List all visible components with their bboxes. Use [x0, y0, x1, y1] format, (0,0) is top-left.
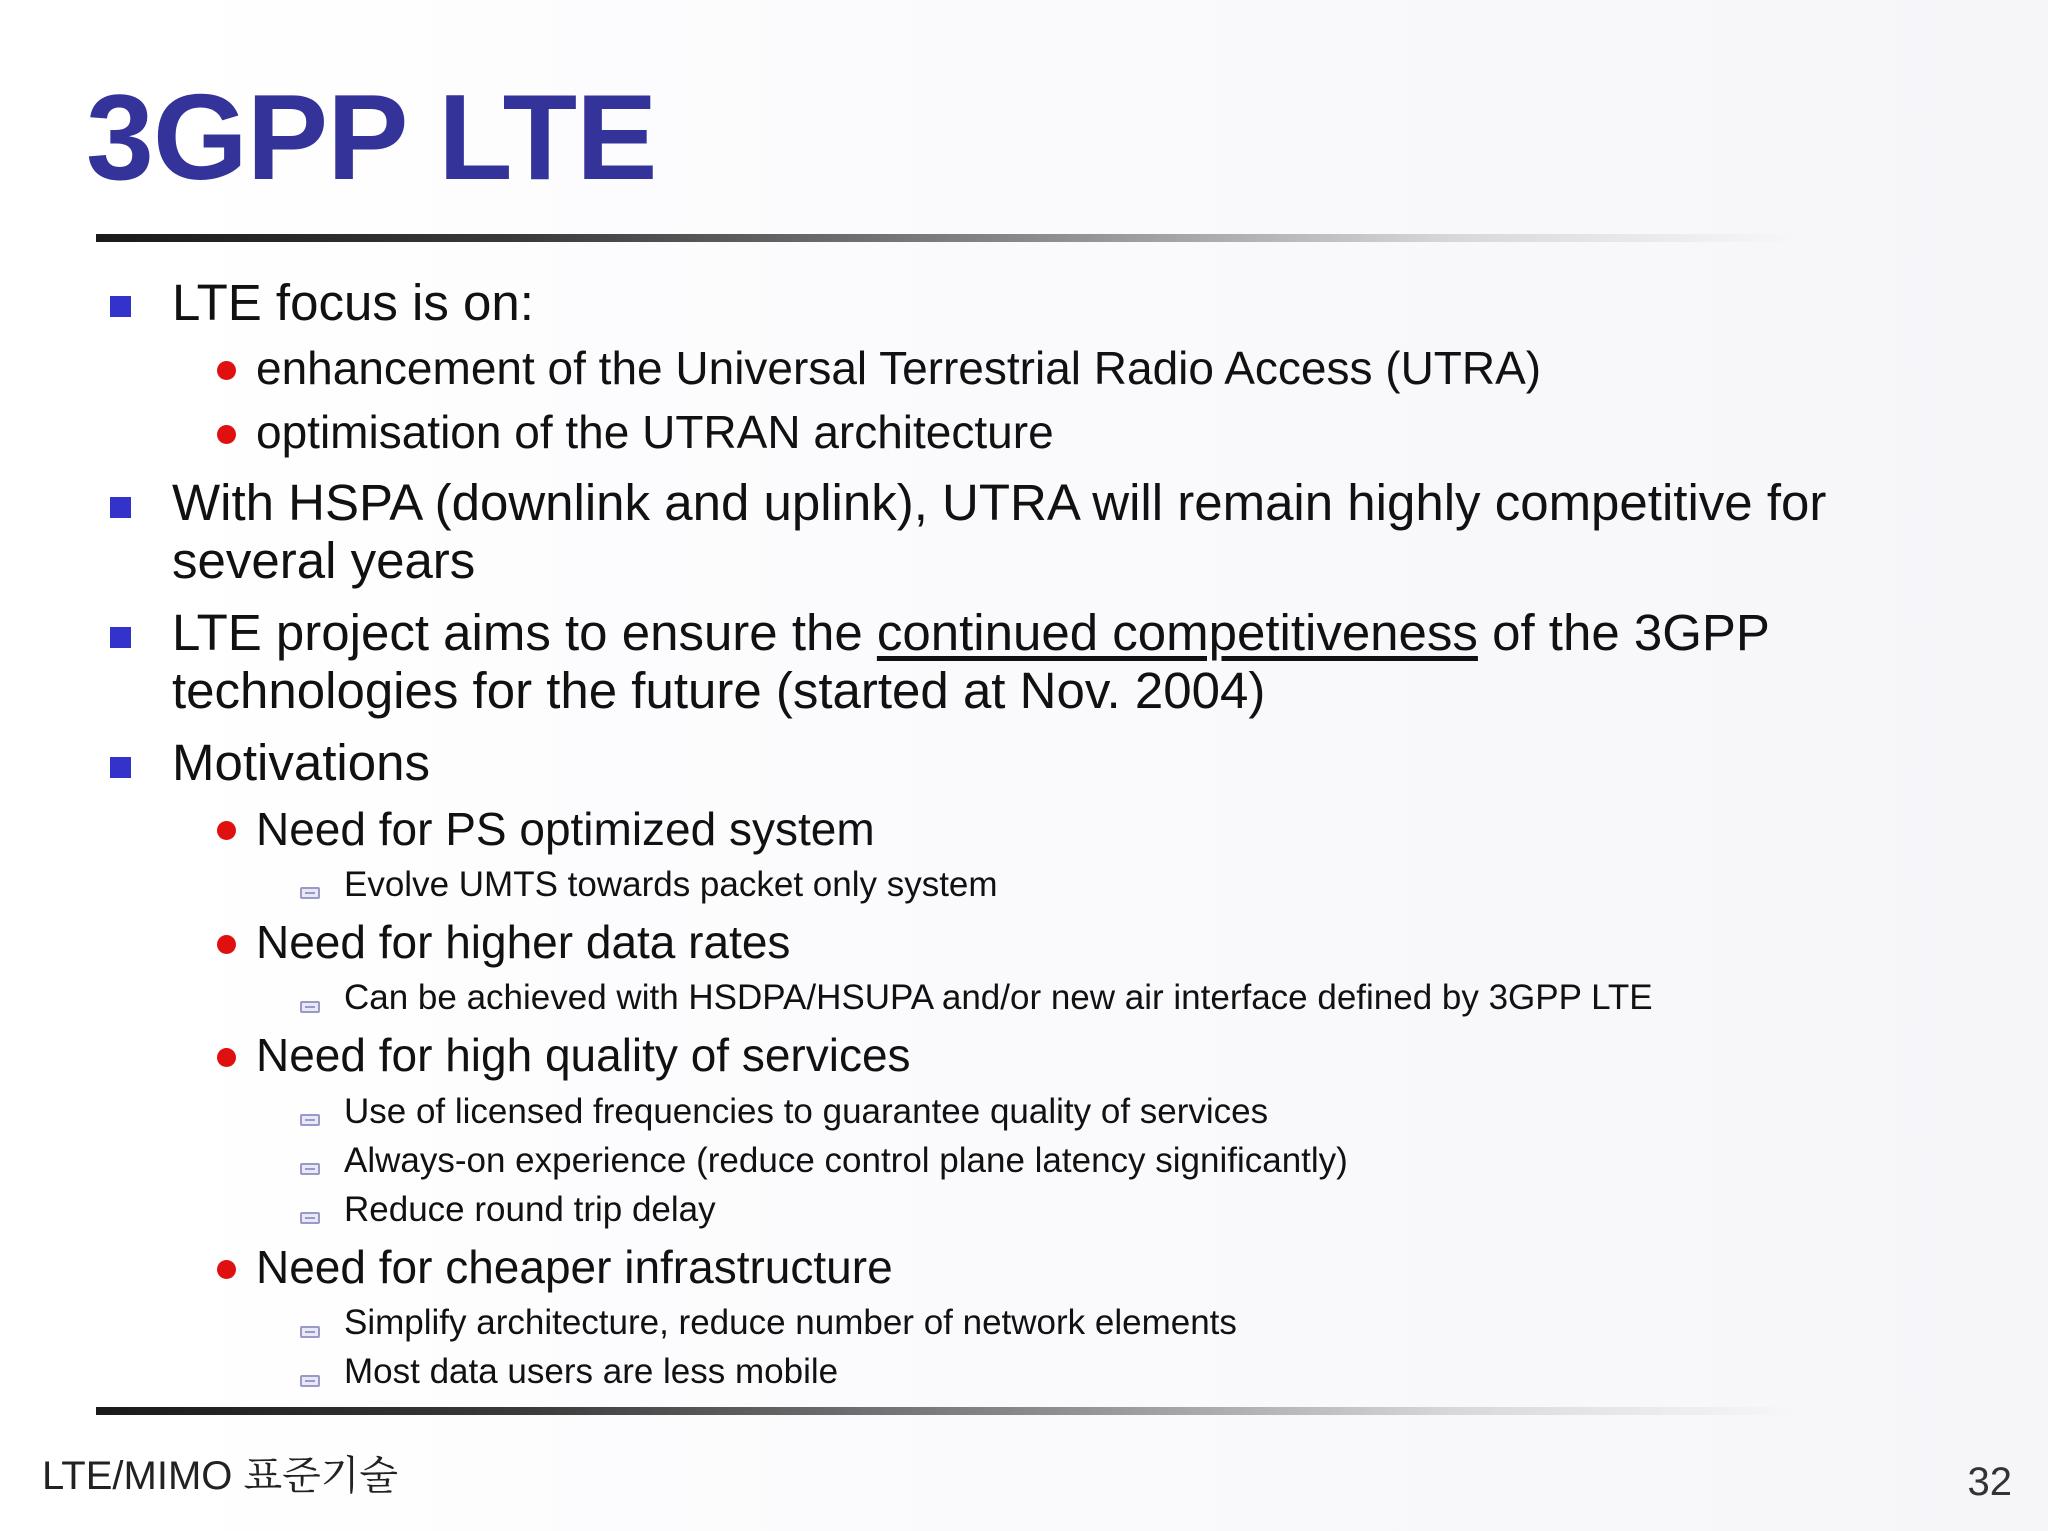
round-bullet-icon [217, 1260, 236, 1279]
detail-hsdpa-hsupa: Can be achieved with HSDPA/HSUPA and/or new air interface defined by 3GPP LTE [344, 978, 1653, 1017]
keyboard-bullet-icon [300, 1114, 320, 1126]
detail-licensed-frequencies: Use of licensed frequencies to guarantee quality of services [344, 1092, 1269, 1131]
bullet-lte-focus: LTE focus is on: [172, 274, 534, 331]
detail-always-on: Always-on experience (reduce control plane latency significantly) [344, 1141, 1348, 1180]
round-bullet-icon [217, 821, 236, 840]
sub-bullet-ps-optimized: Need for PS optimized system [256, 803, 875, 855]
detail-simplify-architecture: Simplify architecture, reduce number of network elements [344, 1303, 1237, 1342]
sub-bullet-utran: optimisation of the UTRAN architecture [256, 406, 1054, 458]
round-bullet-icon [217, 425, 236, 444]
square-bullet-icon [110, 757, 131, 778]
keyboard-bullet-icon [300, 1375, 320, 1387]
round-bullet-icon [217, 935, 236, 954]
square-bullet-icon [110, 296, 131, 317]
bullet-lte-project-line2: technologies for the future (started at Nov. 2004) [172, 662, 1266, 719]
footer-divider [96, 1407, 1796, 1415]
bullet-lte-project-suffix: of the 3GPP [1477, 604, 1770, 661]
bullet-motivations: Motivations [172, 734, 430, 791]
bullet-lte-project-line1 [172, 604, 1992, 662]
detail-round-trip: Reduce round trip delay [344, 1190, 716, 1229]
continued-competitiveness-text: continued competitiveness [876, 604, 1478, 661]
detail-less-mobile: Most data users are less mobile [344, 1352, 839, 1391]
keyboard-bullet-icon [300, 1212, 320, 1224]
bullet-hspa-line2: several years [172, 532, 476, 589]
title-divider [96, 234, 1796, 242]
keyboard-bullet-icon [300, 1163, 320, 1175]
square-bullet-icon [110, 627, 131, 648]
sub-bullet-higher-data-rates: Need for higher data rates [256, 916, 791, 968]
keyboard-bullet-icon [300, 1001, 320, 1013]
bullet-hspa-line1: With HSPA (downlink and uplink), UTRA will remain highly competitive for [172, 474, 1827, 531]
slide-title: 3GPP LTE [86, 69, 657, 205]
round-bullet-icon [217, 1048, 236, 1067]
sub-bullet-quality-of-services: Need for high quality of services [256, 1029, 911, 1081]
bullet-lte-project-prefix: LTE project aims to ensure the [172, 604, 877, 661]
sub-bullet-cheaper-infrastructure: Need for cheaper infrastructure [256, 1241, 893, 1293]
round-bullet-icon [217, 361, 236, 380]
keyboard-bullet-icon [300, 1326, 320, 1338]
detail-evolve-umts: Evolve UMTS towards packet only system [344, 865, 998, 904]
square-bullet-icon [110, 497, 131, 518]
page-number: 32 [1967, 1460, 2012, 1504]
footer-label: LTE/MIMO 표준기술 [42, 1454, 399, 1498]
keyboard-bullet-icon [300, 887, 320, 899]
sub-bullet-utra: enhancement of the Universal Terrestrial Radio Access (UTRA) [256, 342, 1542, 394]
